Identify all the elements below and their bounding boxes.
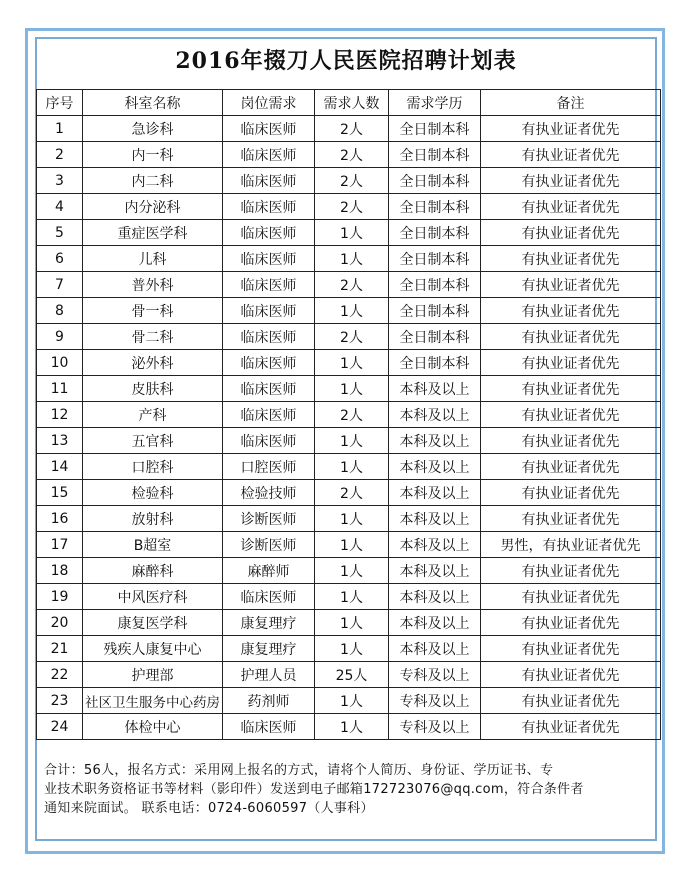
table-row (37, 324, 661, 350)
cell-position: 诊断医师 (223, 532, 315, 558)
cell-position: 检验技师 (223, 480, 315, 506)
cell-position: 临床医师 (223, 376, 315, 402)
cell-position: 临床医师 (223, 142, 315, 168)
cell-education: 本科及以上 (389, 532, 481, 558)
cell-remarks: 有执业证者优先 (481, 584, 661, 610)
table-row (37, 220, 661, 246)
table-row (37, 662, 661, 688)
cell-position: 临床医师 (223, 298, 315, 324)
cell-headcount: 1人 (315, 246, 389, 272)
cell-education: 全日制本科 (389, 298, 481, 324)
cell-department: 麻醉科 (83, 558, 223, 584)
cell-index: 17 (37, 532, 83, 558)
table-row (37, 402, 661, 428)
cell-index: 22 (37, 662, 83, 688)
column-header-education: 需求学历 (389, 90, 481, 116)
table-row (37, 506, 661, 532)
cell-position: 临床医师 (223, 428, 315, 454)
cell-department: 口腔科 (83, 454, 223, 480)
cell-index: 2 (37, 142, 83, 168)
cell-headcount: 1人 (315, 558, 389, 584)
cell-headcount: 2人 (315, 142, 389, 168)
table-row (37, 298, 661, 324)
cell-education: 本科及以上 (389, 584, 481, 610)
cell-department: 体检中心 (83, 714, 223, 740)
table-row (37, 454, 661, 480)
cell-remarks: 有执业证者优先 (481, 376, 661, 402)
cell-education: 本科及以上 (389, 376, 481, 402)
cell-department: 急诊科 (83, 116, 223, 142)
cell-position: 临床医师 (223, 402, 315, 428)
cell-index: 14 (37, 454, 83, 480)
cell-remarks: 有执业证者优先 (481, 688, 661, 714)
cell-education: 全日制本科 (389, 324, 481, 350)
cell-position: 药剂师 (223, 688, 315, 714)
table-row (37, 116, 661, 142)
column-header-department: 科室名称 (83, 90, 223, 116)
cell-education: 专科及以上 (389, 714, 481, 740)
recruitment-table (36, 89, 661, 740)
table-row (37, 610, 661, 636)
cell-department: 骨二科 (83, 324, 223, 350)
table-row (37, 272, 661, 298)
cell-index: 12 (37, 402, 83, 428)
cell-education: 全日制本科 (389, 168, 481, 194)
cell-education: 本科及以上 (389, 636, 481, 662)
cell-department: 康复医学科 (83, 610, 223, 636)
table-row (37, 376, 661, 402)
cell-index: 23 (37, 688, 83, 714)
cell-headcount: 2人 (315, 168, 389, 194)
cell-headcount: 1人 (315, 454, 389, 480)
cell-headcount: 1人 (315, 220, 389, 246)
cell-headcount: 1人 (315, 610, 389, 636)
cell-headcount: 1人 (315, 428, 389, 454)
cell-education: 本科及以上 (389, 402, 481, 428)
column-header-index: 序号 (37, 90, 83, 116)
cell-education: 本科及以上 (389, 428, 481, 454)
cell-position: 口腔医师 (223, 454, 315, 480)
cell-position: 临床医师 (223, 168, 315, 194)
cell-position: 临床医师 (223, 246, 315, 272)
cell-department: 检验科 (83, 480, 223, 506)
cell-remarks: 有执业证者优先 (481, 402, 661, 428)
cell-headcount: 1人 (315, 636, 389, 662)
cell-department: 重症医学科 (83, 220, 223, 246)
table-row (37, 584, 661, 610)
cell-department: 放射科 (83, 506, 223, 532)
cell-headcount: 2人 (315, 402, 389, 428)
cell-position: 康复理疗 (223, 636, 315, 662)
cell-index: 8 (37, 298, 83, 324)
column-header-remarks: 备注 (481, 90, 661, 116)
cell-position: 护理人员 (223, 662, 315, 688)
cell-remarks: 有执业证者优先 (481, 636, 661, 662)
cell-department: 内分泌科 (83, 194, 223, 220)
table-row (37, 714, 661, 740)
cell-position: 临床医师 (223, 584, 315, 610)
cell-remarks: 有执业证者优先 (481, 220, 661, 246)
table-header-row (37, 90, 661, 116)
cell-index: 20 (37, 610, 83, 636)
cell-education: 全日制本科 (389, 116, 481, 142)
cell-position: 临床医师 (223, 350, 315, 376)
cell-department: 中风医疗科 (83, 584, 223, 610)
cell-education: 专科及以上 (389, 688, 481, 714)
cell-position: 临床医师 (223, 194, 315, 220)
table-row (37, 194, 661, 220)
cell-education: 全日制本科 (389, 220, 481, 246)
cell-headcount: 1人 (315, 714, 389, 740)
cell-remarks: 有执业证者优先 (481, 662, 661, 688)
cell-education: 全日制本科 (389, 350, 481, 376)
cell-education: 全日制本科 (389, 142, 481, 168)
cell-headcount: 1人 (315, 506, 389, 532)
cell-index: 18 (37, 558, 83, 584)
footer-notes (44, 761, 654, 818)
cell-education: 全日制本科 (389, 246, 481, 272)
cell-index: 15 (37, 480, 83, 506)
cell-department: 泌外科 (83, 350, 223, 376)
cell-education: 本科及以上 (389, 506, 481, 532)
cell-department: 残疾人康复中心 (83, 636, 223, 662)
table-row (37, 558, 661, 584)
cell-remarks: 男性，有执业证者优先 (481, 532, 661, 558)
cell-headcount: 2人 (315, 480, 389, 506)
table-row (37, 480, 661, 506)
cell-department: B超室 (83, 532, 223, 558)
cell-department: 普外科 (83, 272, 223, 298)
cell-index: 21 (37, 636, 83, 662)
cell-index: 6 (37, 246, 83, 272)
cell-index: 5 (37, 220, 83, 246)
cell-remarks: 有执业证者优先 (481, 116, 661, 142)
cell-index: 9 (37, 324, 83, 350)
cell-index: 11 (37, 376, 83, 402)
cell-remarks: 有执业证者优先 (481, 168, 661, 194)
cell-index: 24 (37, 714, 83, 740)
table-row (37, 428, 661, 454)
cell-remarks: 有执业证者优先 (481, 428, 661, 454)
table-row (37, 350, 661, 376)
cell-department: 社区卫生服务中心药房 (83, 688, 223, 714)
cell-remarks: 有执业证者优先 (481, 246, 661, 272)
table-row (37, 636, 661, 662)
cell-position: 临床医师 (223, 116, 315, 142)
cell-headcount: 1人 (315, 350, 389, 376)
cell-position: 临床医师 (223, 324, 315, 350)
column-header-position: 岗位需求 (223, 90, 315, 116)
cell-index: 4 (37, 194, 83, 220)
cell-remarks: 有执业证者优先 (481, 454, 661, 480)
cell-index: 13 (37, 428, 83, 454)
cell-department: 五官科 (83, 428, 223, 454)
cell-department: 产科 (83, 402, 223, 428)
cell-remarks: 有执业证者优先 (481, 194, 661, 220)
cell-department: 皮肤科 (83, 376, 223, 402)
cell-headcount: 2人 (315, 324, 389, 350)
cell-position: 临床医师 (223, 272, 315, 298)
cell-education: 全日制本科 (389, 272, 481, 298)
cell-index: 3 (37, 168, 83, 194)
cell-headcount: 2人 (315, 116, 389, 142)
cell-headcount: 1人 (315, 688, 389, 714)
cell-position: 临床医师 (223, 220, 315, 246)
cell-headcount: 1人 (315, 532, 389, 558)
cell-headcount: 2人 (315, 194, 389, 220)
cell-position: 康复理疗 (223, 610, 315, 636)
table-row (37, 168, 661, 194)
cell-headcount: 25人 (315, 662, 389, 688)
cell-position: 麻醉师 (223, 558, 315, 584)
cell-remarks: 有执业证者优先 (481, 350, 661, 376)
cell-index: 19 (37, 584, 83, 610)
cell-index: 10 (37, 350, 83, 376)
cell-headcount: 2人 (315, 272, 389, 298)
cell-education: 全日制本科 (389, 194, 481, 220)
table-row (37, 532, 661, 558)
cell-headcount: 1人 (315, 298, 389, 324)
cell-index: 7 (37, 272, 83, 298)
cell-position: 诊断医师 (223, 506, 315, 532)
cell-headcount: 1人 (315, 376, 389, 402)
cell-index: 16 (37, 506, 83, 532)
cell-education: 本科及以上 (389, 610, 481, 636)
cell-remarks: 有执业证者优先 (481, 506, 661, 532)
footer-line: 通知来院面试。 联系电话：0724-6060597（人事科） (44, 801, 374, 816)
cell-department: 护理部 (83, 662, 223, 688)
footer-line: 业技术职务资格证书等材料（影印件）发送到电子邮箱172723076@qq.com，符合条件者 (44, 782, 584, 797)
footer-line: 合计：56人，报名方式：采用网上报名的方式，请将个人简历、身份证、学历证书、专 (44, 763, 554, 778)
cell-remarks: 有执业证者优先 (481, 142, 661, 168)
cell-headcount: 1人 (315, 584, 389, 610)
cell-education: 本科及以上 (389, 454, 481, 480)
column-header-headcount: 需求人数 (315, 90, 389, 116)
cell-department: 内一科 (83, 142, 223, 168)
cell-department: 骨一科 (83, 298, 223, 324)
cell-department: 儿科 (83, 246, 223, 272)
cell-remarks: 有执业证者优先 (481, 272, 661, 298)
table-row (37, 688, 661, 714)
table-row (37, 142, 661, 168)
cell-remarks: 有执业证者优先 (481, 714, 661, 740)
cell-education: 专科及以上 (389, 662, 481, 688)
cell-position: 临床医师 (223, 714, 315, 740)
document-title: 2016年掇刀人民医院招聘计划表 (175, 48, 517, 74)
cell-remarks: 有执业证者优先 (481, 610, 661, 636)
table-row (37, 246, 661, 272)
cell-index: 1 (37, 116, 83, 142)
cell-remarks: 有执业证者优先 (481, 480, 661, 506)
cell-department: 内二科 (83, 168, 223, 194)
cell-remarks: 有执业证者优先 (481, 558, 661, 584)
cell-education: 本科及以上 (389, 480, 481, 506)
cell-remarks: 有执业证者优先 (481, 324, 661, 350)
cell-education: 本科及以上 (389, 558, 481, 584)
cell-remarks: 有执业证者优先 (481, 298, 661, 324)
